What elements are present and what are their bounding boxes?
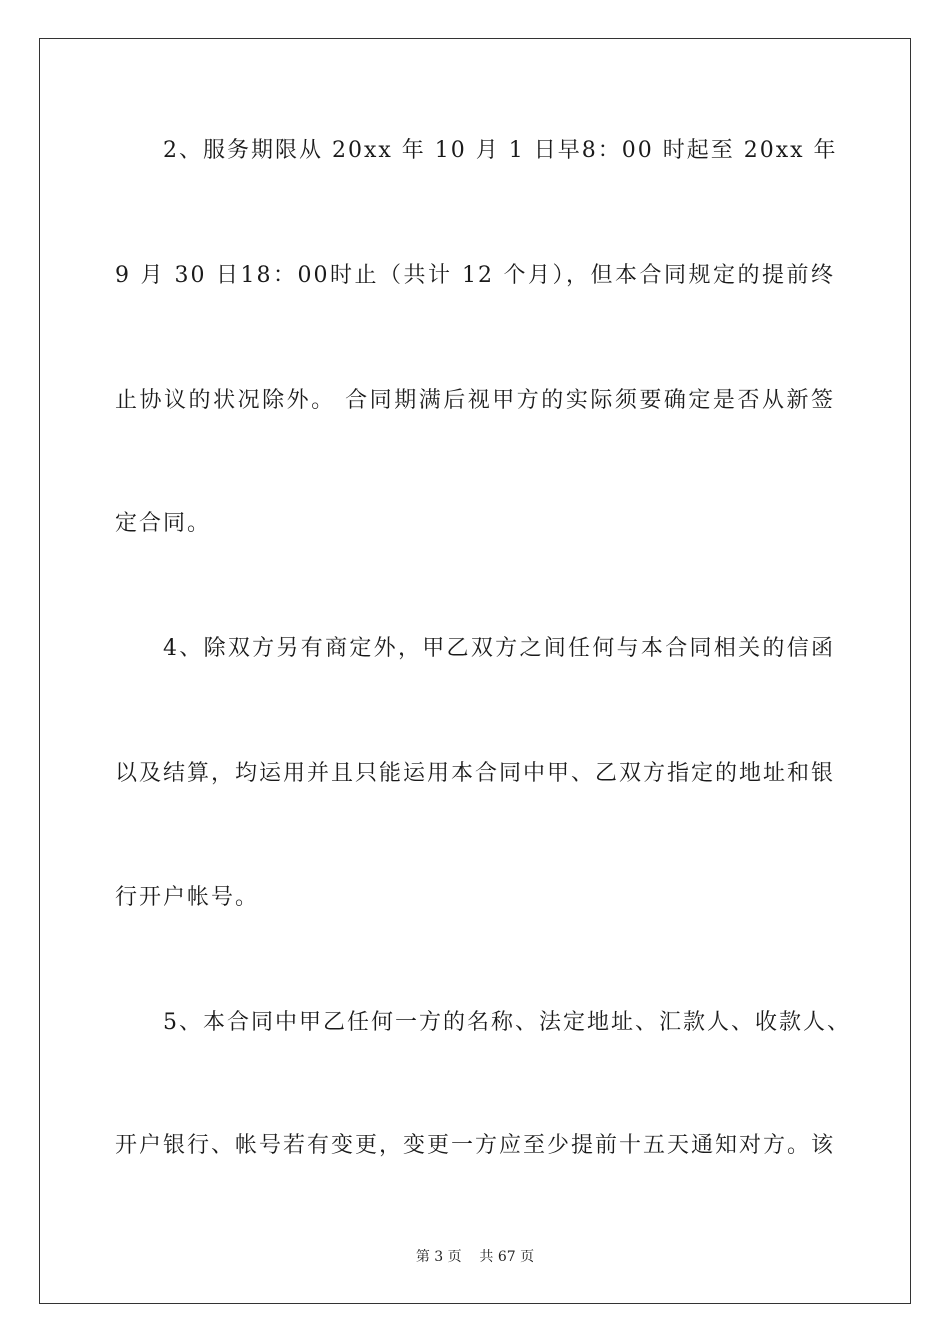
paragraph-5-line-2: 开户银行、帐号若有变更，变更一方应至少提前十五天通知对方。该 <box>115 1133 836 1158</box>
page-number-footer <box>0 1248 950 1266</box>
page-number-label: 第 3 页 共 67 页 <box>415 1249 535 1265</box>
paragraph-5-line-1: 5、本合同中甲乙任何一方的名称、法定地址、汇款人、收款人、 <box>163 1010 851 1035</box>
paragraph-2-line-3: 止协议的状况除外。 合同期满后视甲方的实际须要确定是否从新签 <box>115 388 835 413</box>
paragraph-4-line-3: 行开户帐号。 <box>115 885 260 910</box>
paragraph-2-line-4: 定合同。 <box>115 511 212 536</box>
paragraph-2-line-1: 2、服务期限从 20xx 年 10 月 1 日早8：00 时起至 20xx 年 <box>163 138 838 163</box>
page-border <box>39 38 911 1304</box>
paragraph-2-line-2: 9 月 30 日18：00时止（共计 12 个月），但本合同规定的提前终 <box>115 263 835 288</box>
paragraph-4-line-2: 以及结算，均运用并且只能运用本合同中甲、乙双方指定的地址和银 <box>115 761 836 786</box>
paragraph-4-line-1: 4、除双方另有商定外，甲乙双方之间任何与本合同相关的信函 <box>163 636 835 661</box>
